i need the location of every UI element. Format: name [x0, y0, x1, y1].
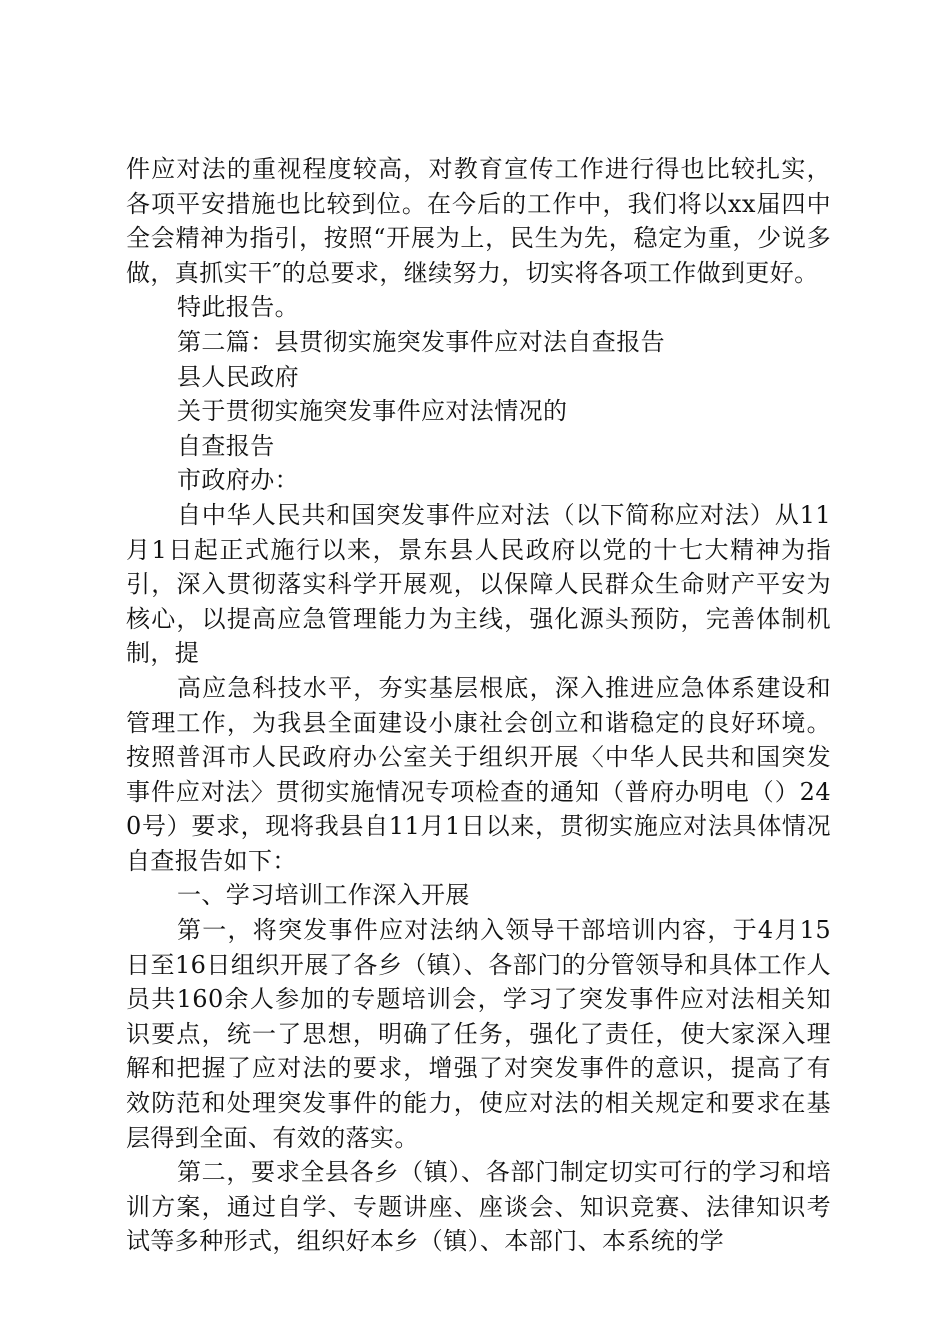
paragraph-closing: 特此报告。 [177, 293, 299, 322]
report-title-line-1: 关于贯彻实施突发事件应对法情况的 [177, 397, 568, 426]
report-title-line-2: 自查报告 [177, 431, 275, 460]
subheading-training: 一、学习培训工作深入开展 [177, 881, 470, 910]
paragraph-intro-continued: 高应急科技水平，夯实基层根底，深入推进应急体系建设和管理工作，为我县全面建设小康社会创立和谐稳定的良好环境。按照普洱市人民政府办公室关于组织开展〈中华人民共和国突发事件应对法〉贯彻实施情况专项检查的通知（普府办明电（）240号）要求，现将我县自11月1日以来，贯彻实施应对法具体情况自查报告如下： [126, 673, 831, 875]
paragraph-intro: 自中华人民共和国突发事件应对法（以下简称应对法）从11月1日起正式施行以来，景东县人民政府以党的十七大精神为指引，深入贯彻落实科学开展观，以保障人民群众生命财产平安为核心，以提高应急管理能力为主线，强化源头预防，完善体制机制，提 [126, 500, 831, 668]
paragraph-first-point: 第一，将突发事件应对法纳入领导干部培训内容，于4月15日至16日组织开展了各乡（镇）、各部门的分管领导和具体工作人员共160余人参加的专题培训会，学习了突发事件应对法相关知识要点，统一了思想，明确了任务，强化了责任，使大家深入理解和把握了应对法的要求，增强了对突发事件的意识，提高了有效防范和处理突发事件的能力，使应对法的相关规定和要求在基层得到全面、有效的落实。 [126, 916, 831, 1152]
section-heading: 第二篇：县贯彻实施突发事件应对法自查报告 [177, 327, 665, 356]
paragraph-continuation: 件应对法的重视程度较高，对教育宣传工作进行得也比较扎实，各项平安措施也比较到位。在今后的工作中，我们将以xx届四中全会精神为指引，按照“开展为上，民生为先，稳定为重，少说多做，真抓实干″的总要求，继续努力，切实将各项工作做到更好。 [126, 155, 831, 287]
paragraph-second-point: 第二，要求全县各乡（镇）、各部门制定切实可行的学习和培训方案，通过自学、专题讲座、座谈会、知识竞赛、法律知识考试等多种形式，组织好本乡（镇）、本部门、本系统的学 [126, 1158, 831, 1256]
document-body [126, 152, 831, 1259]
addressee: 市政府办： [177, 466, 299, 495]
issuer-line: 县人民政府 [177, 362, 299, 391]
